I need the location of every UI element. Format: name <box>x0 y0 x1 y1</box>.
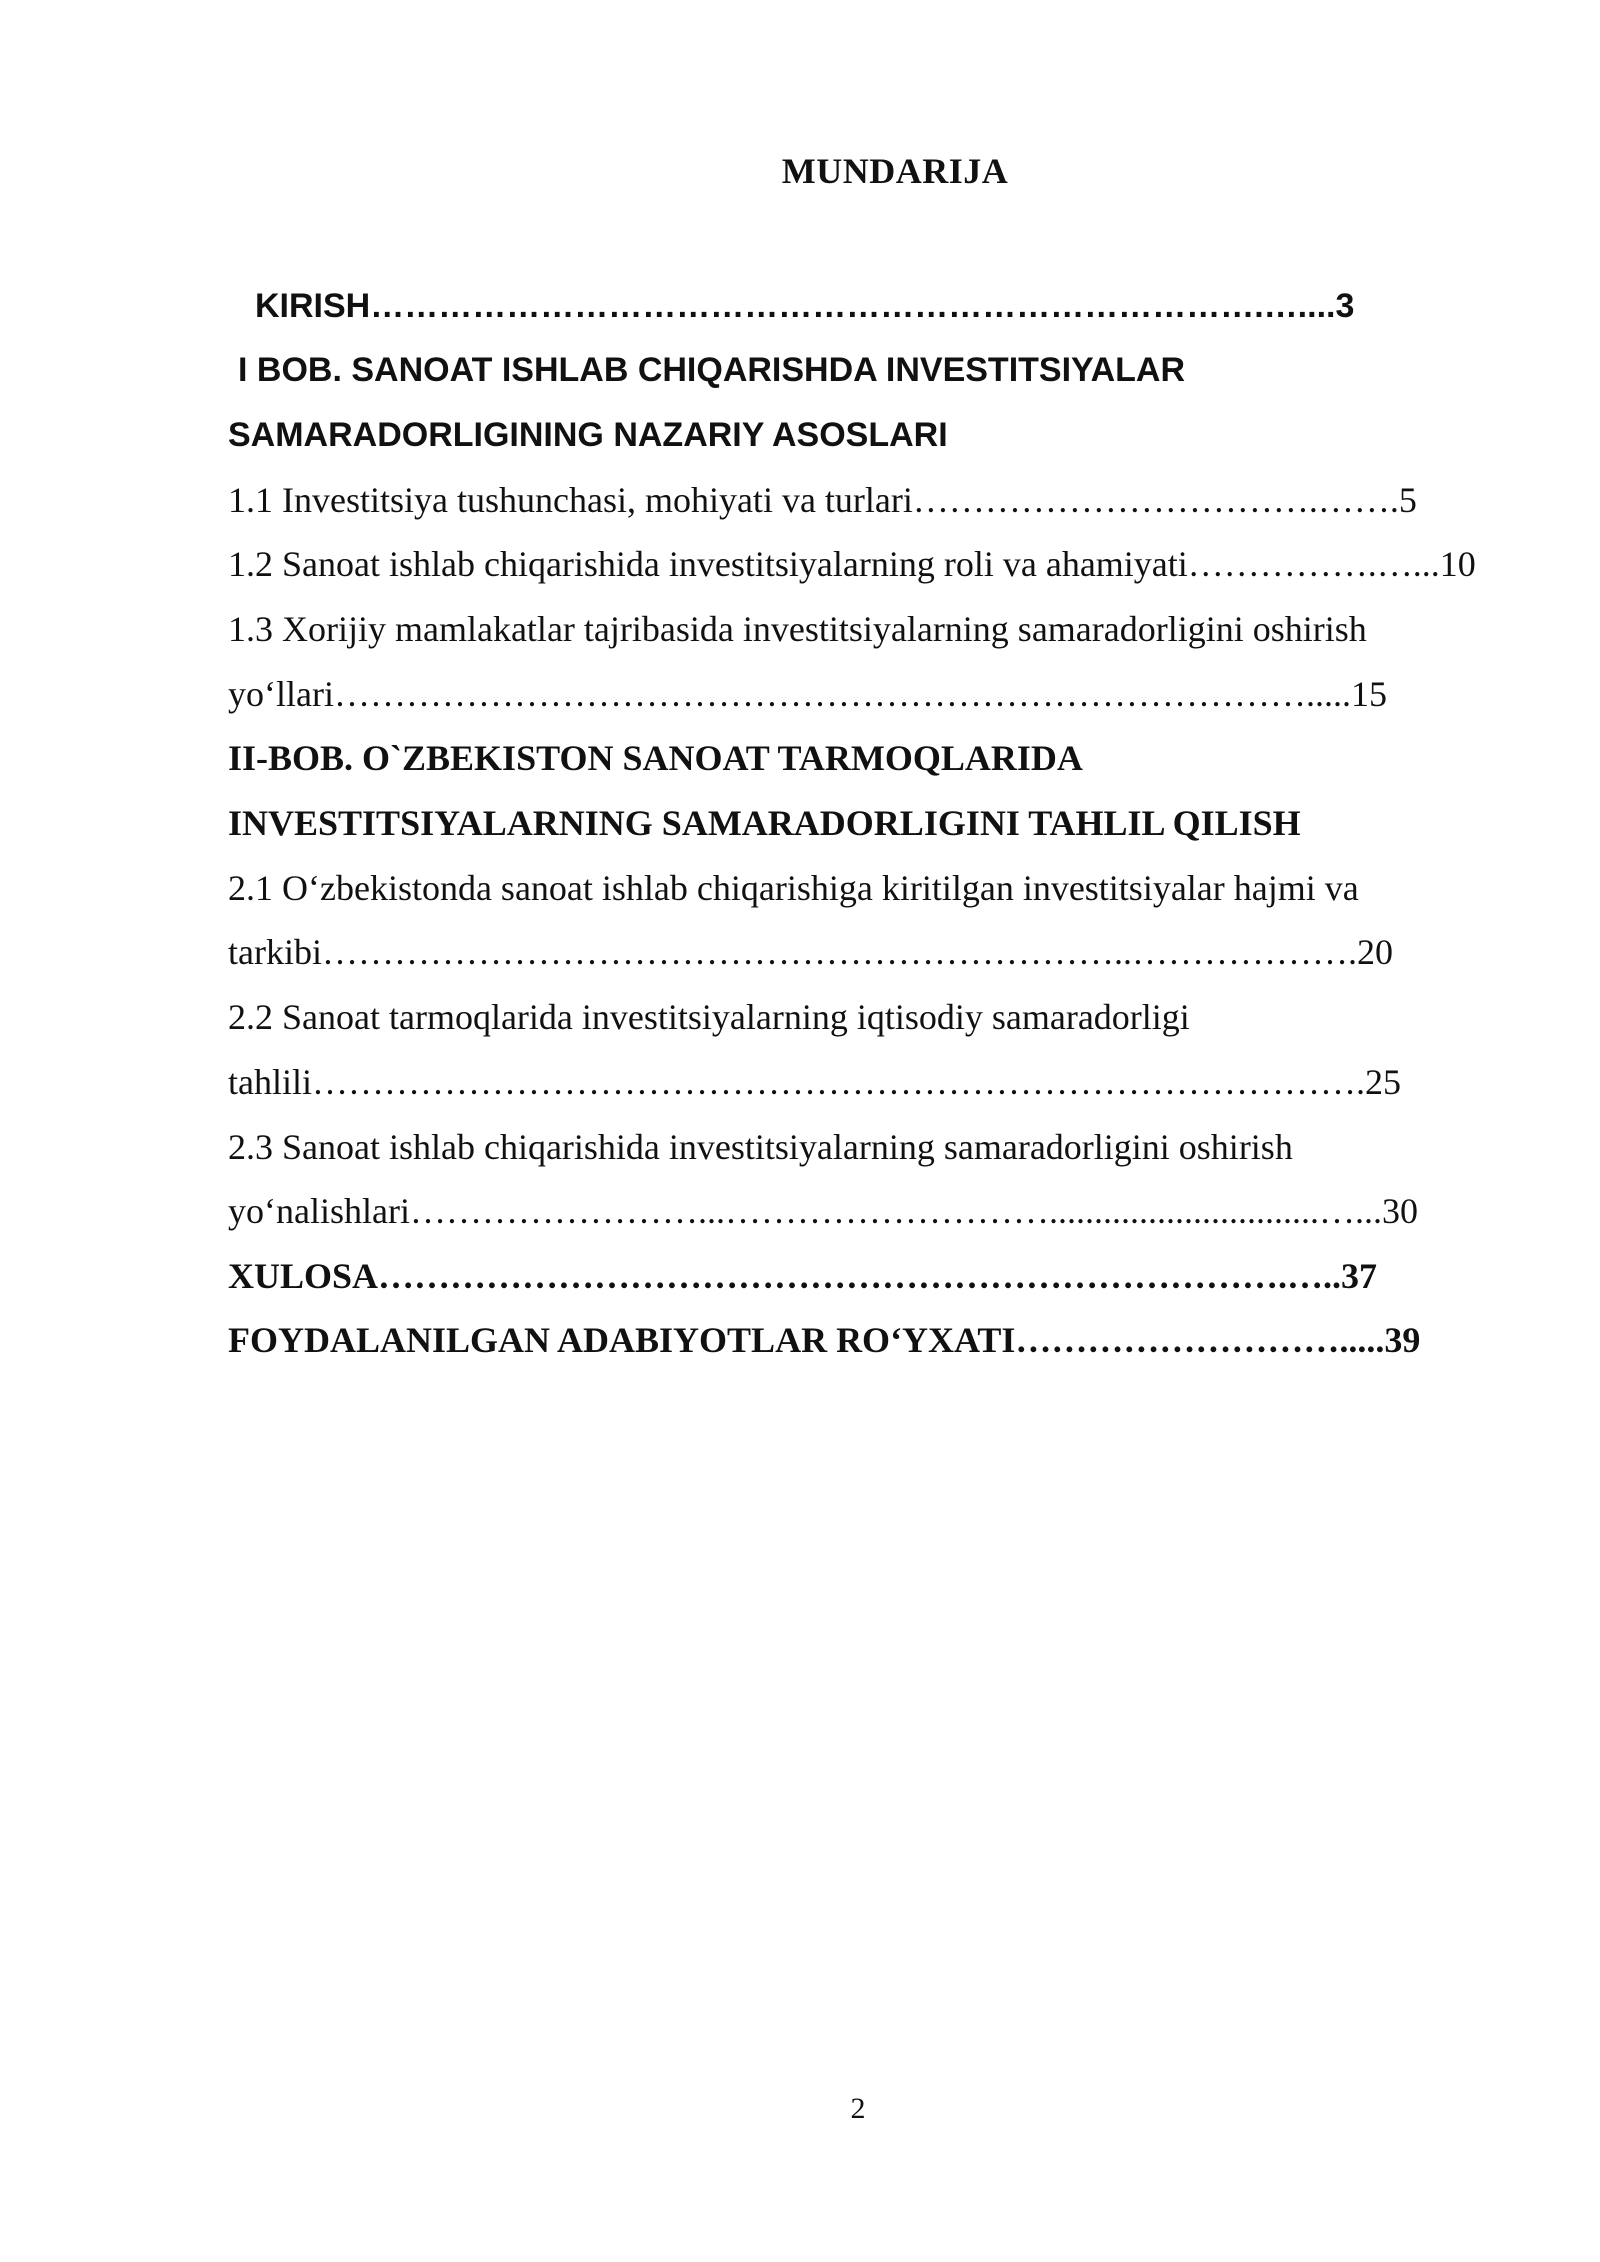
toc-entry-conclusion: XULOSA………………………………………………………………….…..37 <box>228 1256 1378 1296</box>
page-title: MUNDARIJA <box>781 151 1009 191</box>
toc-entry-2-3-line2: yo‘nalishlari……………………...………………………..............................…...30 <box>228 1191 1418 1231</box>
toc-entry-2-3-line1: 2.3 Sanoat ishlab chiqarishida investitsiyalarning samaradorligini oshirish <box>228 1127 1293 1167</box>
toc-entry-1-3-line1: 1.3 Xorijiy mamlakatlar tajribasida investitsiyalarning samaradorligini oshirish <box>228 609 1367 649</box>
toc-entry-2-2-line1: 2.2 Sanoat tarmoqlarida investitsiyalarning iqtisodiy samaradorligi <box>228 997 1190 1037</box>
toc-entry-2-1-line1: 2.1 O‘zbekistonda sanoat ishlab chiqarishiga kiritilgan investitsiyalar hajmi va <box>228 868 1359 908</box>
toc-entry-2-2-line2: tahlili…………………………………………………………………………….25 <box>228 1062 1401 1102</box>
toc-entry-1-2: 1.2 Sanoat ishlab chiqarishida investitsiyalarning roli va ahamiyati…………….…...10 <box>228 544 1476 584</box>
page-number: 2 <box>850 2092 866 2125</box>
toc-chapter1-title-line1: I BOB. SANOAT ISHLAB CHIQARISHDA INVESTITSIYALAR <box>238 351 1186 389</box>
toc-entry-references: FOYDALANILGAN ADABIYOTLAR RO‘YXATI……………………….....39 <box>228 1320 1421 1360</box>
toc-entry-intro: KIRISH…………………………………………………………………….…....3 <box>255 287 1355 325</box>
toc-entry-1-1: 1.1 Investitsiya tushunchasi, mohiyati va turlari…………………………….…….5 <box>228 480 1417 520</box>
toc-entry-1-3-line2: yo‘llari……………………………………………………………………….....15 <box>228 674 1387 714</box>
toc-chapter2-title-line1: II-BOB. O`ZBEKISTON SANOAT TARMOQLARIDA <box>228 738 1083 778</box>
toc-chapter2-title-line2: INVESTITSIYALARNING SAMARADORLIGINI TAHLIL QILISH <box>228 803 1301 843</box>
toc-entry-2-1-line2: tarkibi…………………………………………………………..……………….20 <box>228 932 1393 972</box>
toc-chapter1-title-line2: SAMARADORLIGINING NAZARIY ASOSLARI <box>228 416 948 454</box>
